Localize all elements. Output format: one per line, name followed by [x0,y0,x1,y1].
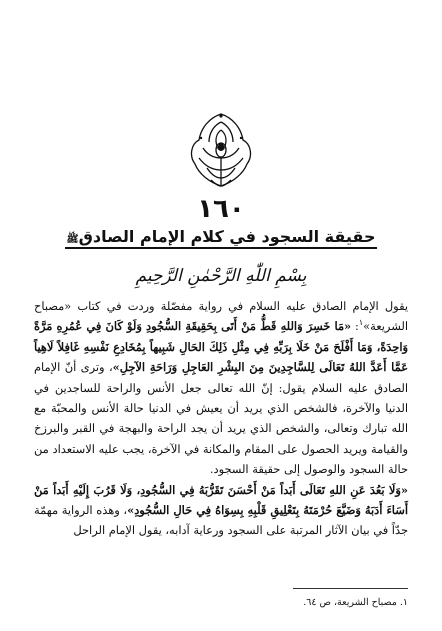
paragraph-1-intro: يقول الإمام الصادق عليه السلام في رواية مفصّلة وردت في كتاب «مصباح الشريعة» [34,299,408,334]
chapter-number: ١٦٠ [197,194,245,224]
hadith-quote-2: «وَلَا بَعُدَ عَنِ اللهِ تَعَالَى أَبَداً مَنْ أَحْسَنَ تَقَرُّبَهُ فِي السُّجُودِ، وَلَا قَرُبَ إِلَيْهِ أَبَداً مَنْ أَسَاءَ أَدَبَهُ وَضَيَّعَ حُرْمَتَهُ بِتَعْلِيقِ قَلْبِهِ بِسِوَاهُ فِي حَالِ السُّجُودِ» [34,482,408,518]
footnote-divider [293,588,408,589]
footnote-ref[interactable]: ١ [358,318,364,328]
chapter-title-text: حقيقة السجود في كلام الإمام الصادق [78,227,376,246]
paragraph-1: يقول الإمام الصادق عليه السلام في رواية مفصّلة وردت في كتاب «مصباح الشريعة»$^١$: «مَا خَسِرَ وَاللهِ قَطُّ مَنْ أَتَى بِحَقِيقَةِ السُّجُودِ وَلَوْ كَانَ فِي عُمُرِهِ مَرَّةً وَاحِدَةً، وَمَا أَفْلَحَ مَنْ خَلَا بِرَبِّهِ فِي مِثْلِ ذَلِكَ الحَالِ شَبِيهاً بِمُخَادِعِ نَفْسِهِ غَافِلاً لَاهِياً عَمَّا أَعَدَّ اللهُ تَعَالَى لِلسَّاجِدِينَ مِنَ البِشْرِ العَاجِلِ وَرَاحَةِ الآجِلِ»، وترى أنّ الإمام الصادق عليه السلام يقول: إنّ الله تعالى جعل الأنس والراحة للساجدين في الدنيا والآخرة، فالشخص الذي يريد أن يعيش في الدنيا حالة الأنس والمحبّة مع الله تبارك وتعالى، والشخص الذي يريد أن يجد الراحة والبهجة في القبر والبرزخ والقيامة ويريد الحصول على المقام والمكانة في الآخرة، يجب عليه الاستعداد من حالة السجود والوصول إلى حقيقة السجود. [34,299,409,477]
honorific-glyph: ﷺ [66,234,79,245]
chapter-title [0,226,442,251]
paragraph-2 [34,480,408,541]
floral-ornament-icon [181,108,261,190]
chapter-title-underlined [65,227,378,249]
paragraph-1-continuation: ، وترى أنّ الإمام الصادق عليه السلام يقول: إنّ الله تعالى جعل الأنس والراحة للساجدين في الدنيا والآخرة، فالشخص الذي يريد أن يعيش في الدنيا حالة الأنس والمحبّة مع الله تبارك وتعالى، والشخص الذي يريد أن يجد الراحة والبهجة في القبر والبرزخ والقيامة ويريد الحصول على المقام والمكانة في الآخرة، يجب عليه الاستعداد من حالة السجود والوصول إلى حقيقة السجود. [34,360,408,477]
footnote: ١. مصباح الشريعة، ص ٦٤. [303,597,408,608]
paragraph-2-continuation: ، وهذه الرواية مهمّة جدّاً في بيان الآثار المرتبة على السجود ورعاية آدابه، يقول الإمام الراحل [34,503,408,538]
hadith-quote-1: «مَا خَسِرَ وَاللهِ قَطُّ مَنْ أَتَى بِحَقِيقَةِ السُّجُودِ وَلَوْ كَانَ فِي عُمُرِهِ مَرَّةً وَاحِدَةً، وَمَا أَفْلَحَ مَنْ خَلَا بِرَبِّهِ فِي مِثْلِ ذَلِكَ الحَالِ شَبِيهاً بِمُخَادِعِ نَفْسِهِ غَافِلاً لَاهِياً عَمَّا أَعَدَّ اللهُ تَعَالَى لِلسَّاجِدِينَ مِنَ البِشْرِ العَاجِلِ وَرَاحَةِ الآجِلِ» [34,319,409,375]
body-text [34,296,408,541]
basmala-calligraphy: بِسْمِ اللّٰهِ الرَّحْمٰنِ الرَّحِيمِ [135,266,307,286]
